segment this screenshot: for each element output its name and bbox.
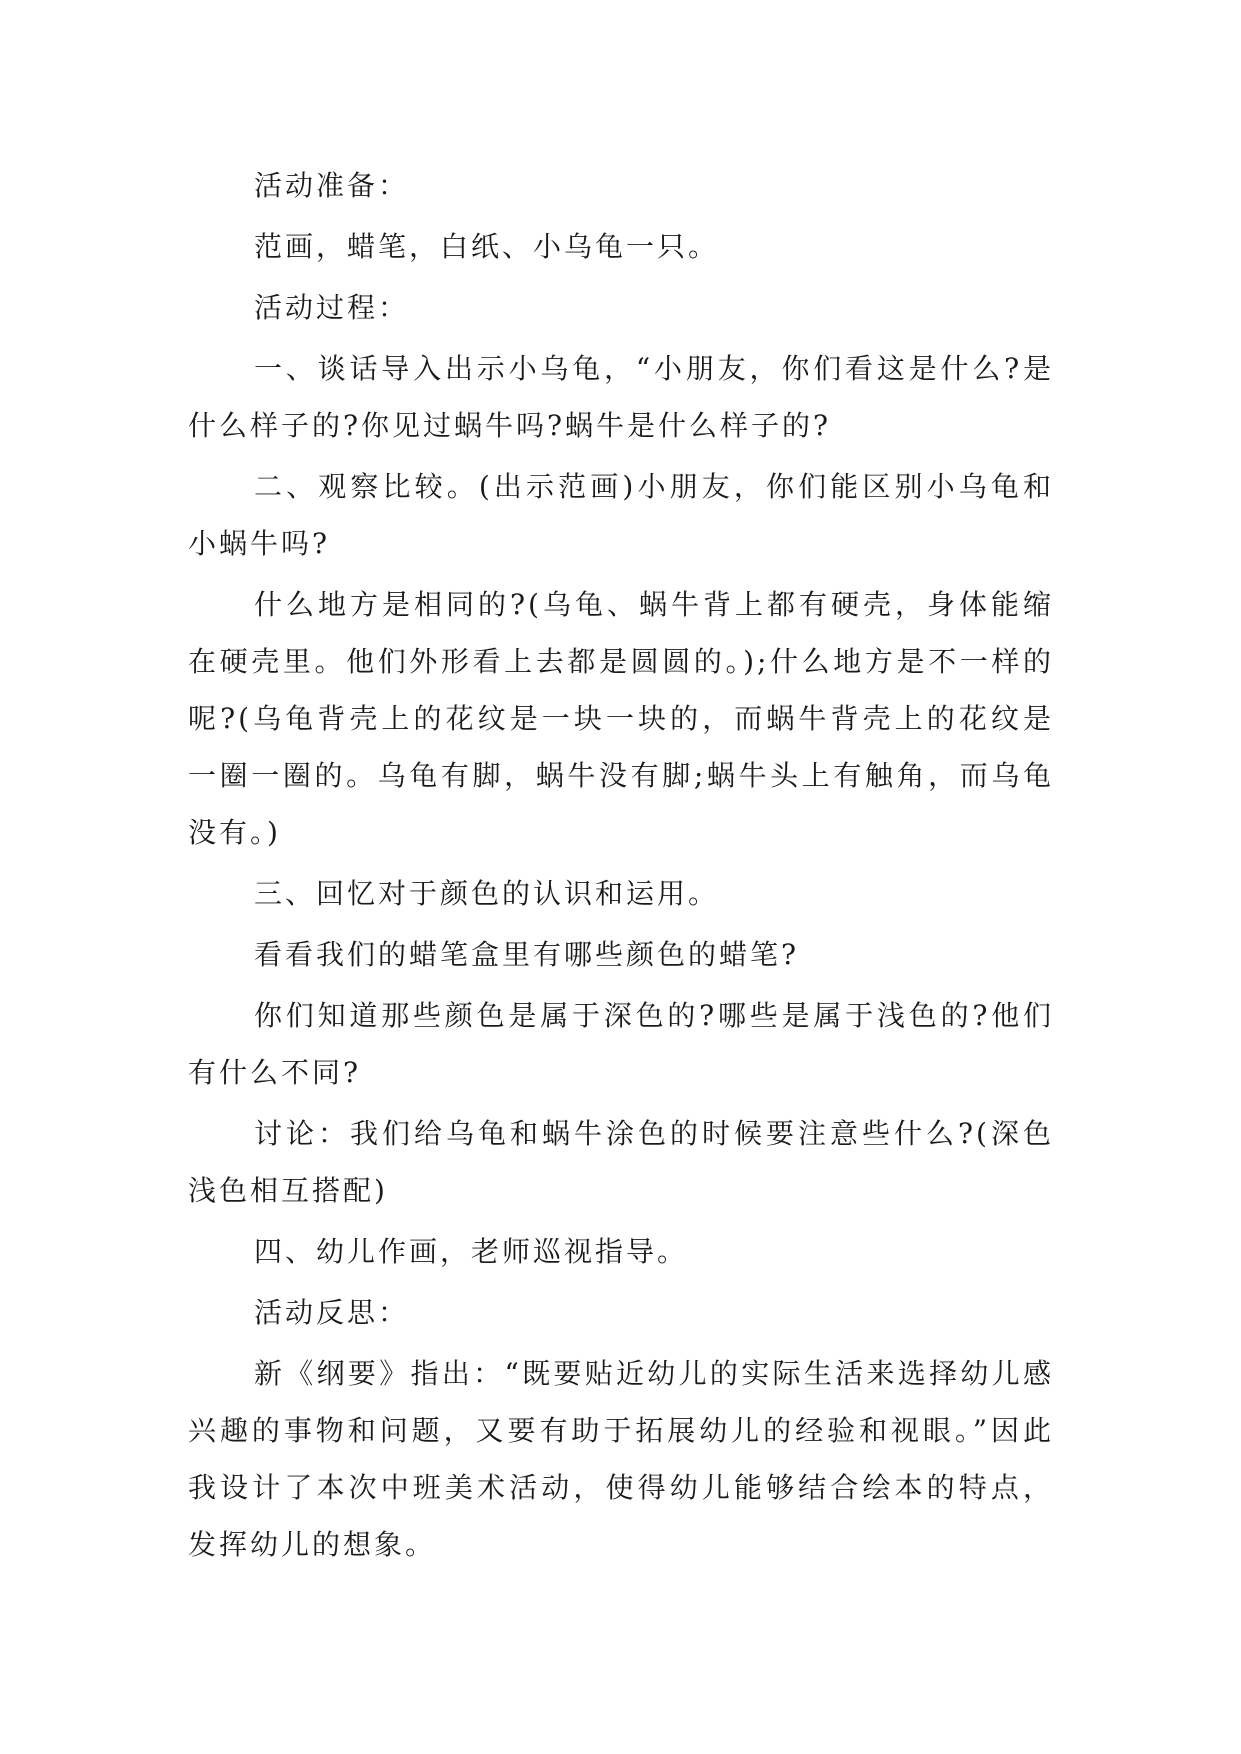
step-three-paragraph: 三、回忆对于颜色的认识和运用。 xyxy=(254,877,720,910)
step-four-paragraph: 四、幼儿作画，老师巡视指导。 xyxy=(254,1235,689,1268)
comparison-paragraph: 什么地方是相同的?(乌龟、蜗牛背上都有硬壳，身体能缩在硬壳里。他们外形看上去都是圆圆的。);什么地方是不一样的呢?(乌龟背壳上的花纹是一块一块的，而蜗牛背壳上的花纹是一圈一圈的。乌龟有脚，蜗牛没有脚;蜗牛头上有触角，而乌龟没有。) xyxy=(188,588,1054,849)
step-two-paragraph: 二、观察比较。(出示范画)小朋友，你们能区别小乌龟和小蜗牛吗? xyxy=(188,470,1054,560)
discussion-paragraph: 讨论：我们给乌龟和蜗牛涂色的时候要注意些什么?(深色浅色相互搭配) xyxy=(188,1117,1054,1207)
crayon-box-question: 看看我们的蜡笔盒里有哪些颜色的蜡笔? xyxy=(254,938,800,971)
color-question-paragraph: 你们知道那些颜色是属于深色的?哪些是属于浅色的?他们有什么不同? xyxy=(188,999,1054,1089)
step-one-paragraph: 一、谈话导入出示小乌龟，“小朋友，你们看这是什么?是什么样子的?你见过蜗牛吗?蜗牛是什么样子的? xyxy=(188,352,1054,442)
heading-activity-reflection: 活动反思： xyxy=(254,1296,410,1329)
heading-activity-process: 活动过程： xyxy=(254,291,410,324)
reflection-paragraph: 新《纲要》指出：“既要贴近幼儿的实际生活来选择幼儿感兴趣的事物和问题，又要有助于拓展幼儿的经验和视眼。”因此我设计了本次中班美术活动，使得幼儿能够结合绘本的特点，发挥幼儿的想象。 xyxy=(188,1357,1054,1561)
heading-activity-preparation: 活动准备： xyxy=(254,169,410,202)
document-body xyxy=(188,157,1054,1577)
materials-paragraph: 范画，蜡笔，白纸、小乌龟一只。 xyxy=(254,230,720,263)
